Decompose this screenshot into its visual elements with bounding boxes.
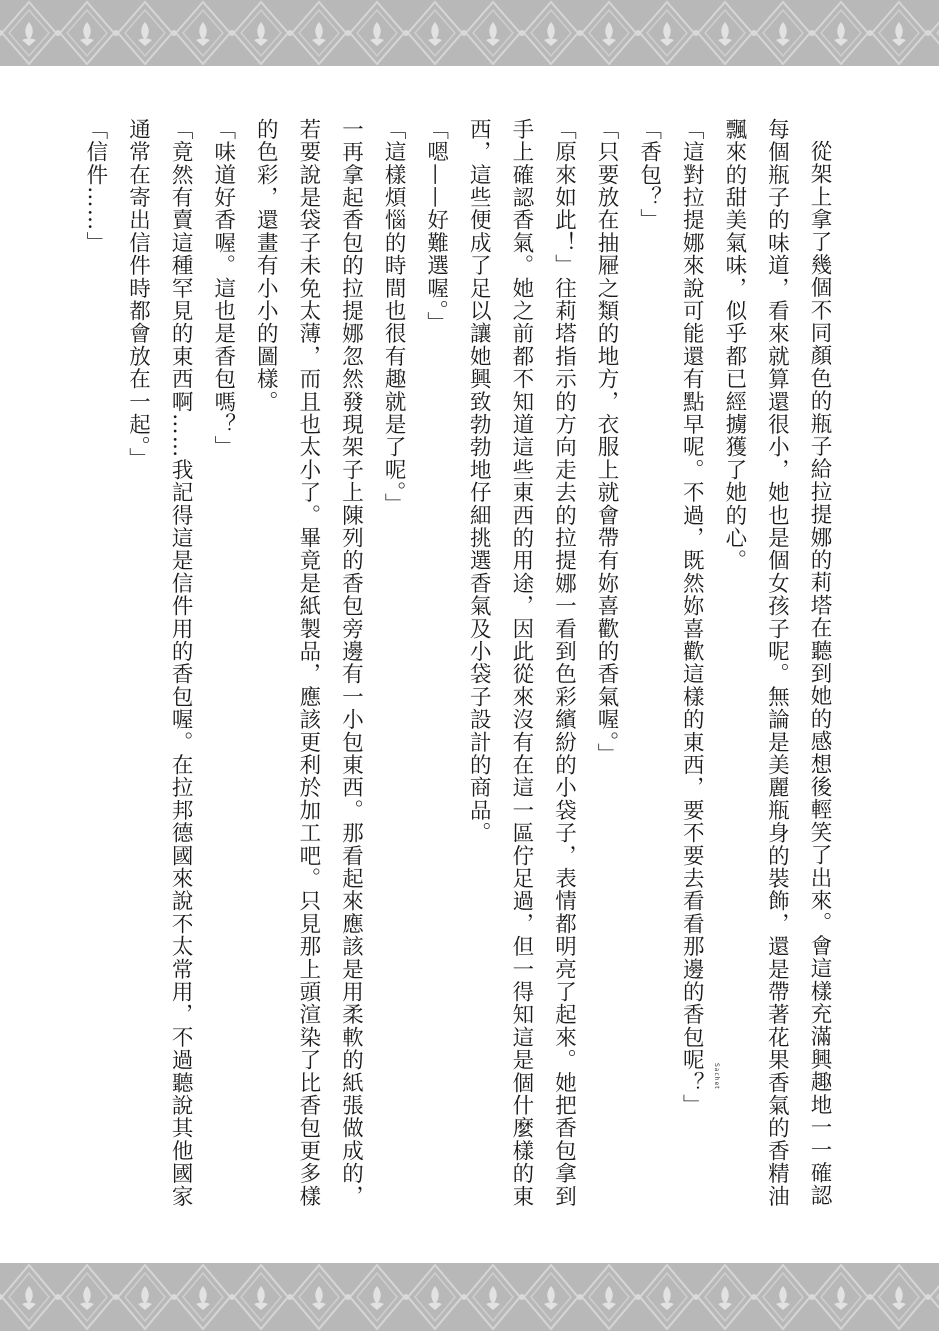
paragraph-6: 「嗯——好難選喔。」 bbox=[423, 118, 449, 335]
paragraph-2: 「這對拉提娜來說可能還有點早呢。不過，既然妳喜歡這樣的東西，要不要去看看那邊的香包呢？」 bbox=[679, 118, 705, 1117]
top-decorative-band bbox=[0, 0, 939, 66]
paragraph-11: 「信件……」 bbox=[82, 118, 108, 255]
paragraph-4: 「只要放在抽屜之類的地方，衣服上就會帶有妳喜歡的香氣喔。」 bbox=[594, 118, 620, 766]
paragraph-8: 一再拿起香包的拉提娜忽然發現架子上陳列的香包旁邊有一小包東西。那看起來應該是用柔軟的紙張做成的，若要說是袋子未免太薄，而且也太小了。畢竟是紙製品，應該更利於加工吧。只見那上頭渲染了比香包更多樣的色彩，還畫有小小的圖樣。 bbox=[253, 118, 364, 1208]
paragraph-1: 從架上拿了幾個不同顏色的瓶子給拉提娜的莉塔在聽到她的感想後輕笑了出來。會這樣充滿興趣地一一確認每個瓶子的味道，看來就算還很小，她也是個女孩子呢。無論是美麗瓶身的裝飾，還是帶著花果香氣的香精油飄來的甜美氣味，似乎都已經擄獲了她的心。 bbox=[721, 118, 832, 1208]
paragraph-10: 「竟然有賣這種罕見的東西啊……我記得這是信件用的香包喔。在拉邦德國來說不太常用，不過聽說其他國家通常在寄出信件時都會放在一起。」 bbox=[125, 118, 194, 1208]
paragraph-3: 「香包？」 bbox=[636, 118, 662, 232]
ruby-annotation: Sachet bbox=[713, 1063, 720, 1090]
paragraph-7: 「這樣煩惱的時間也很有趣就是了呢。」 bbox=[381, 118, 407, 516]
vertical-text-body bbox=[82, 118, 840, 1228]
bottom-decorative-band bbox=[0, 1263, 939, 1331]
paragraph-9: 「味道好香喔。這也是香包嗎？」 bbox=[210, 118, 236, 459]
paragraph-5: 「原來如此！」往莉塔指示的方向走去的拉提娜一看到色彩繽紛的小袋子，表情都明亮了起來。她把香包拿到手上確認香氣。她之前都不知道這些東西的用途，因此從來沒有在這一區佇足過，但一得知這是個什麼樣的東西，這些便成了足以讓她興致勃勃地仔細挑選香氣及小袋子設計的商品。 bbox=[466, 118, 577, 1208]
